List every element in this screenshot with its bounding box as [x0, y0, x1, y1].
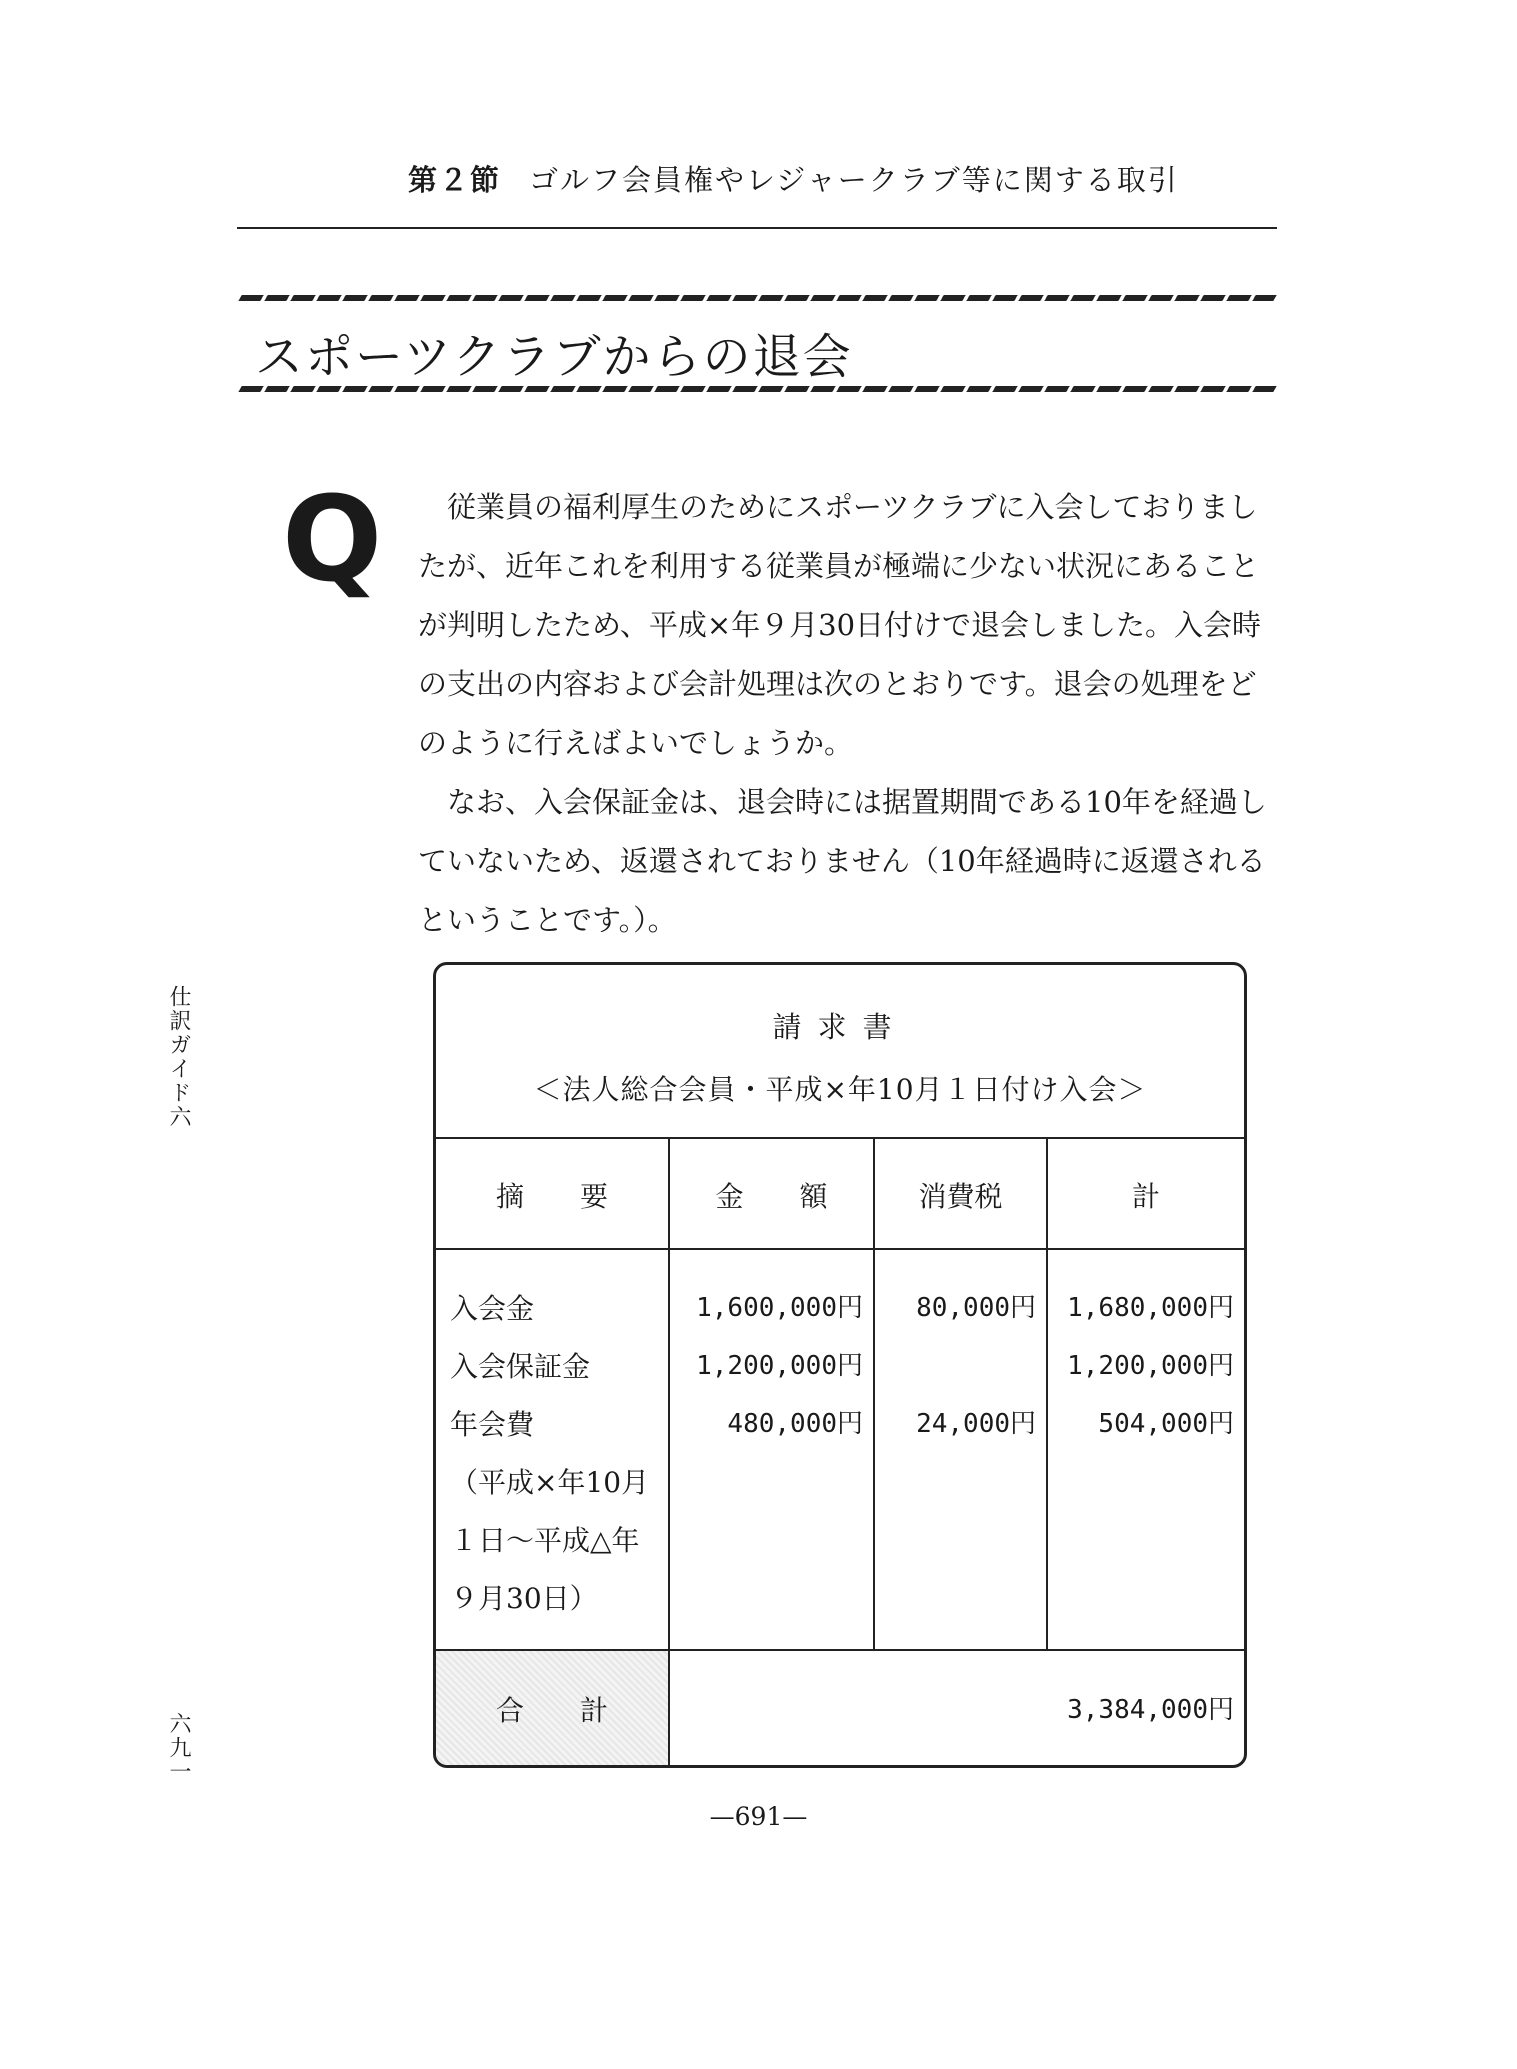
row-item: 入会保証金	[450, 1350, 591, 1383]
divider	[436, 1649, 1244, 1651]
sidebar-page-kanji: 六九一	[166, 1712, 191, 1784]
divider	[436, 1137, 1244, 1139]
row-amount: 1,600,000円	[696, 1293, 863, 1323]
sidebar-book-title: 仕訳ガイド六	[166, 985, 191, 1129]
question-body	[418, 478, 1278, 950]
section-title: ゴルフ会員権やレジャークラブ等に関する取引	[529, 163, 1179, 197]
question-paragraph: なお、入会保証金は、退会時には据置期間である10年を経過していないため、返還されておりません（10年経過時に返還されるということです。）。	[418, 785, 1267, 937]
column-header: 消費税	[918, 1180, 1003, 1213]
header-rule	[237, 227, 1277, 229]
page-number: —691—	[709, 1802, 808, 1831]
invoice-box	[433, 962, 1247, 1768]
column-header: 摘 要	[495, 1180, 608, 1213]
row-tax: 80,000円	[916, 1293, 1036, 1323]
page-title: スポーツクラブからの退会	[255, 329, 853, 385]
divider	[436, 1248, 1244, 1250]
row-amount: 1,200,000円	[696, 1351, 863, 1381]
row-amount: 480,000円	[727, 1409, 863, 1439]
title-border-top	[238, 295, 1276, 301]
row-total: 1,200,000円	[1067, 1351, 1234, 1381]
row-total: 504,000円	[1098, 1409, 1234, 1439]
period-line: １日～平成△年	[450, 1524, 640, 1557]
row-total: 1,680,000円	[1067, 1293, 1234, 1323]
question-mark: Q	[282, 470, 383, 608]
column-header: 金 額	[715, 1180, 828, 1213]
running-header	[408, 158, 1179, 199]
total-value: 3,384,000円	[1067, 1695, 1234, 1725]
invoice-title: 請求書	[772, 1010, 908, 1044]
total-label: 合 計	[495, 1694, 608, 1727]
question-paragraph: 従業員の福利厚生のためにスポーツクラブに入会しておりましたが、近年これを利用する従業員が極端に少ない状況にあることが判明したため、平成×年９月30日付けで退会しました。入会時の支出の内容および会計処理は次のとおりです。退会の処理をどのように行えばよいでしょうか。	[418, 490, 1262, 760]
row-item: 年会費	[450, 1408, 535, 1441]
period-line: （平成×年10月	[450, 1466, 650, 1499]
row-tax: 24,000円	[916, 1409, 1036, 1439]
column-divider	[668, 1137, 670, 1768]
section-number: 第２節	[408, 163, 502, 197]
column-header: 計	[1131, 1180, 1160, 1213]
period-line: ９月30日）	[450, 1582, 598, 1615]
row-item: 入会金	[450, 1292, 535, 1325]
title-border-bottom	[238, 386, 1276, 392]
invoice-subtitle: ＜法人総合会員・平成×年10月１日付け入会＞	[533, 1073, 1147, 1106]
